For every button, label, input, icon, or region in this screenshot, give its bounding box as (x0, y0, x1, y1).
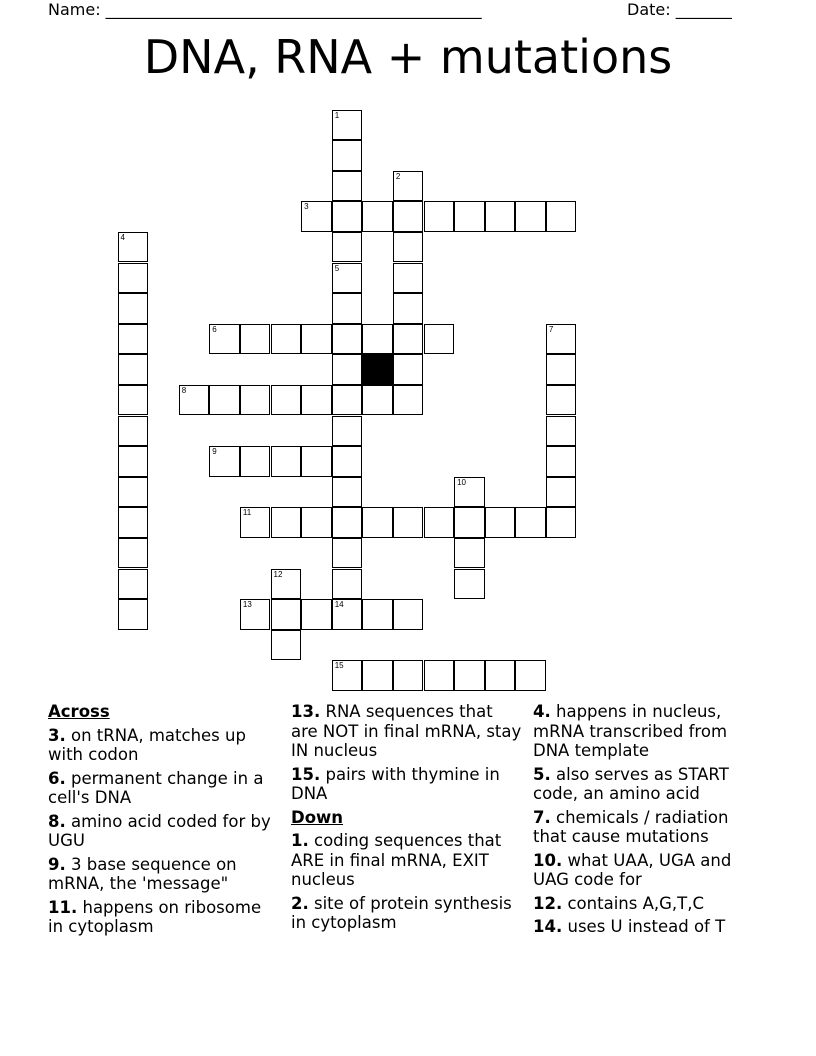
crossword-cell[interactable] (118, 569, 149, 600)
clues-column-1 (48, 702, 280, 941)
crossword-cell[interactable] (424, 507, 455, 538)
crossword-cell[interactable] (362, 599, 393, 630)
clue-down-2: 2. site of protein synthesis in cytoplasm (291, 893, 512, 932)
crossword-cell[interactable] (209, 446, 240, 477)
name-field-label: Name: _______________________________________________ (48, 0, 482, 19)
cell-number: 5 (334, 263, 340, 273)
crossword-cell[interactable] (332, 569, 363, 600)
crossword-cell[interactable] (240, 324, 271, 355)
cell-number: 8 (181, 385, 187, 395)
crossword-cell[interactable] (546, 446, 577, 477)
cell-number: 3 (304, 202, 309, 212)
crossword-cell[interactable] (240, 599, 271, 630)
crossword-cell[interactable] (393, 263, 424, 294)
clue-down-4: 4. happens in nucleus, mRNA transcribed from DNA template (533, 702, 728, 760)
crossword-cell[interactable] (118, 599, 149, 630)
crossword-cell[interactable] (454, 569, 485, 600)
date-field-label: Date: _______ (627, 0, 732, 19)
crossword-cell[interactable] (424, 324, 455, 355)
crossword-cell[interactable] (271, 385, 302, 416)
crossword-cell[interactable] (332, 171, 363, 202)
crossword-cell[interactable] (332, 140, 363, 171)
crossword-cell[interactable] (209, 385, 240, 416)
crossword-cell[interactable] (393, 507, 424, 538)
crossword-cell[interactable] (271, 630, 302, 661)
crossword-cell[interactable] (485, 201, 516, 232)
crossword-cell[interactable] (332, 293, 363, 324)
cell-number: 4 (120, 232, 125, 242)
crossword-cell[interactable] (362, 660, 393, 691)
down-heading: Down (291, 807, 344, 827)
crossword-cell[interactable] (393, 171, 424, 202)
crossword-cell[interactable] (485, 660, 516, 691)
cell-number: 11 (242, 508, 252, 518)
cell-number: 1 (334, 110, 340, 120)
crossword-cell[interactable] (118, 507, 149, 538)
clue-down-5: 5. also serves as START code, an amino acid (533, 764, 729, 803)
crossword-cell[interactable] (454, 477, 485, 508)
cell-number: 10 (457, 477, 466, 487)
crossword-cell[interactable] (271, 324, 302, 355)
crossword-cell[interactable] (546, 354, 577, 385)
crossword-cell[interactable] (118, 354, 149, 385)
crossword-cell[interactable] (332, 477, 363, 508)
crossword-cell[interactable] (240, 446, 271, 477)
crossword-cell[interactable] (546, 477, 577, 508)
clue-across-8: 8. amino acid coded for by UGU (48, 811, 271, 850)
crossword-cell[interactable] (118, 293, 149, 324)
crossword-cell[interactable] (240, 385, 271, 416)
crossword-cell[interactable] (393, 293, 424, 324)
crossword-cell[interactable] (332, 538, 363, 569)
crossword-cell[interactable] (393, 385, 424, 416)
clue-across-13: 13. RNA sequences that are NOT in final mRNA, stay IN nucleus (291, 702, 522, 760)
crossword-cell[interactable] (332, 507, 363, 538)
crossword-cell[interactable] (179, 385, 210, 416)
clue-across-15: 15. pairs with thymine in DNA (291, 764, 500, 803)
crossword-cell[interactable] (301, 446, 332, 477)
crossword-cell[interactable] (546, 201, 577, 232)
crossword-cell[interactable] (118, 232, 149, 263)
crossword-cell[interactable] (546, 416, 577, 447)
crossword-cell[interactable] (332, 446, 363, 477)
crossword-cell[interactable] (301, 385, 332, 416)
crossword-cell[interactable] (515, 660, 546, 691)
crossword-cell[interactable] (118, 324, 149, 355)
clue-across-6: 6. permanent change in a cell's DNA (48, 768, 264, 807)
cell-number: 2 (395, 171, 401, 181)
crossword-cell[interactable] (546, 324, 577, 355)
crossword-cell[interactable] (393, 660, 424, 691)
crossword-cell[interactable] (240, 507, 271, 538)
crossword-cell[interactable] (485, 507, 516, 538)
crossword-cell[interactable] (118, 385, 149, 416)
crossword-cell[interactable] (118, 416, 149, 447)
crossword-cell[interactable] (546, 385, 577, 416)
cell-number: 9 (212, 447, 217, 457)
crossword-cell[interactable] (271, 446, 302, 477)
crossword-cell[interactable] (332, 201, 363, 232)
crossword-cell[interactable] (332, 599, 363, 630)
clue-across-3: 3. on tRNA, matches up with codon (48, 725, 246, 764)
cell-number: 7 (548, 324, 554, 334)
crossword-cell[interactable] (393, 354, 424, 385)
crossword-cell[interactable] (118, 446, 149, 477)
cell-number: 15 (334, 661, 344, 671)
crossword-cell[interactable] (393, 232, 424, 263)
cell-number: 6 (212, 324, 217, 334)
crossword-cell[interactable] (362, 324, 393, 355)
crossword-cell[interactable] (301, 201, 332, 232)
crossword-cell[interactable] (515, 201, 546, 232)
crossword-cell[interactable] (362, 385, 393, 416)
crossword-cell[interactable] (515, 507, 546, 538)
crossword-cell[interactable] (209, 324, 240, 355)
crossword-cell[interactable] (424, 660, 455, 691)
clue-across-9: 9. 3 base sequence on mRNA, the 'message" (48, 854, 237, 893)
crossword-cell[interactable] (332, 110, 363, 141)
clue-down-10: 10. what UAA, UGA and UAG code for (533, 850, 732, 889)
crossword-cell[interactable] (362, 507, 393, 538)
crossword-cell[interactable] (332, 354, 363, 385)
crossword-cell[interactable] (454, 538, 485, 569)
crossword-cell[interactable] (332, 385, 363, 416)
clue-down-12: 12. contains A,G,T,C (533, 893, 704, 913)
crossword-cell[interactable] (332, 232, 363, 263)
crossword-cell[interactable] (424, 201, 455, 232)
crossword-cell[interactable] (454, 507, 485, 538)
crossword-cell[interactable] (393, 324, 424, 355)
page-title: DNA, RNA + mutations (143, 30, 673, 84)
crossword-cell[interactable] (332, 324, 363, 355)
clues-column-2 (291, 702, 523, 937)
crossword-cell[interactable] (271, 599, 302, 630)
clue-across-11: 11. happens on ribosome in cytoplasm (48, 897, 262, 936)
across-heading: Across (48, 702, 110, 721)
crossword-cell[interactable] (454, 660, 485, 691)
cell-number: 12 (273, 569, 283, 579)
crossword-cell[interactable] (332, 416, 363, 447)
clues-column-3 (533, 702, 765, 941)
crossword-cell[interactable] (332, 660, 363, 691)
crossword-cell[interactable] (301, 507, 332, 538)
crossword-cell[interactable] (118, 263, 149, 294)
crossword-black-cell (362, 354, 393, 385)
crossword-cell[interactable] (118, 477, 149, 508)
crossword-cell[interactable] (118, 538, 149, 569)
crossword-cell[interactable] (362, 201, 393, 232)
cell-number: 13 (242, 600, 252, 610)
crossword-cell[interactable] (271, 507, 302, 538)
crossword-cell[interactable] (301, 599, 332, 630)
clue-down-7: 7. chemicals / radiation that cause mutations (533, 807, 729, 846)
cell-number: 14 (334, 600, 344, 610)
clue-down-14: 14. uses U instead of T (533, 917, 726, 936)
crossword-cell[interactable] (546, 507, 577, 538)
crossword-cell[interactable] (271, 569, 302, 600)
clue-down-1: 1. coding sequences that ARE in final mRNA, EXIT nucleus (291, 831, 502, 889)
crossword-cell[interactable] (332, 263, 363, 294)
crossword-cell[interactable] (301, 324, 332, 355)
crossword-cell[interactable] (393, 599, 424, 630)
crossword-cell[interactable] (393, 201, 424, 232)
crossword-cell[interactable] (454, 201, 485, 232)
